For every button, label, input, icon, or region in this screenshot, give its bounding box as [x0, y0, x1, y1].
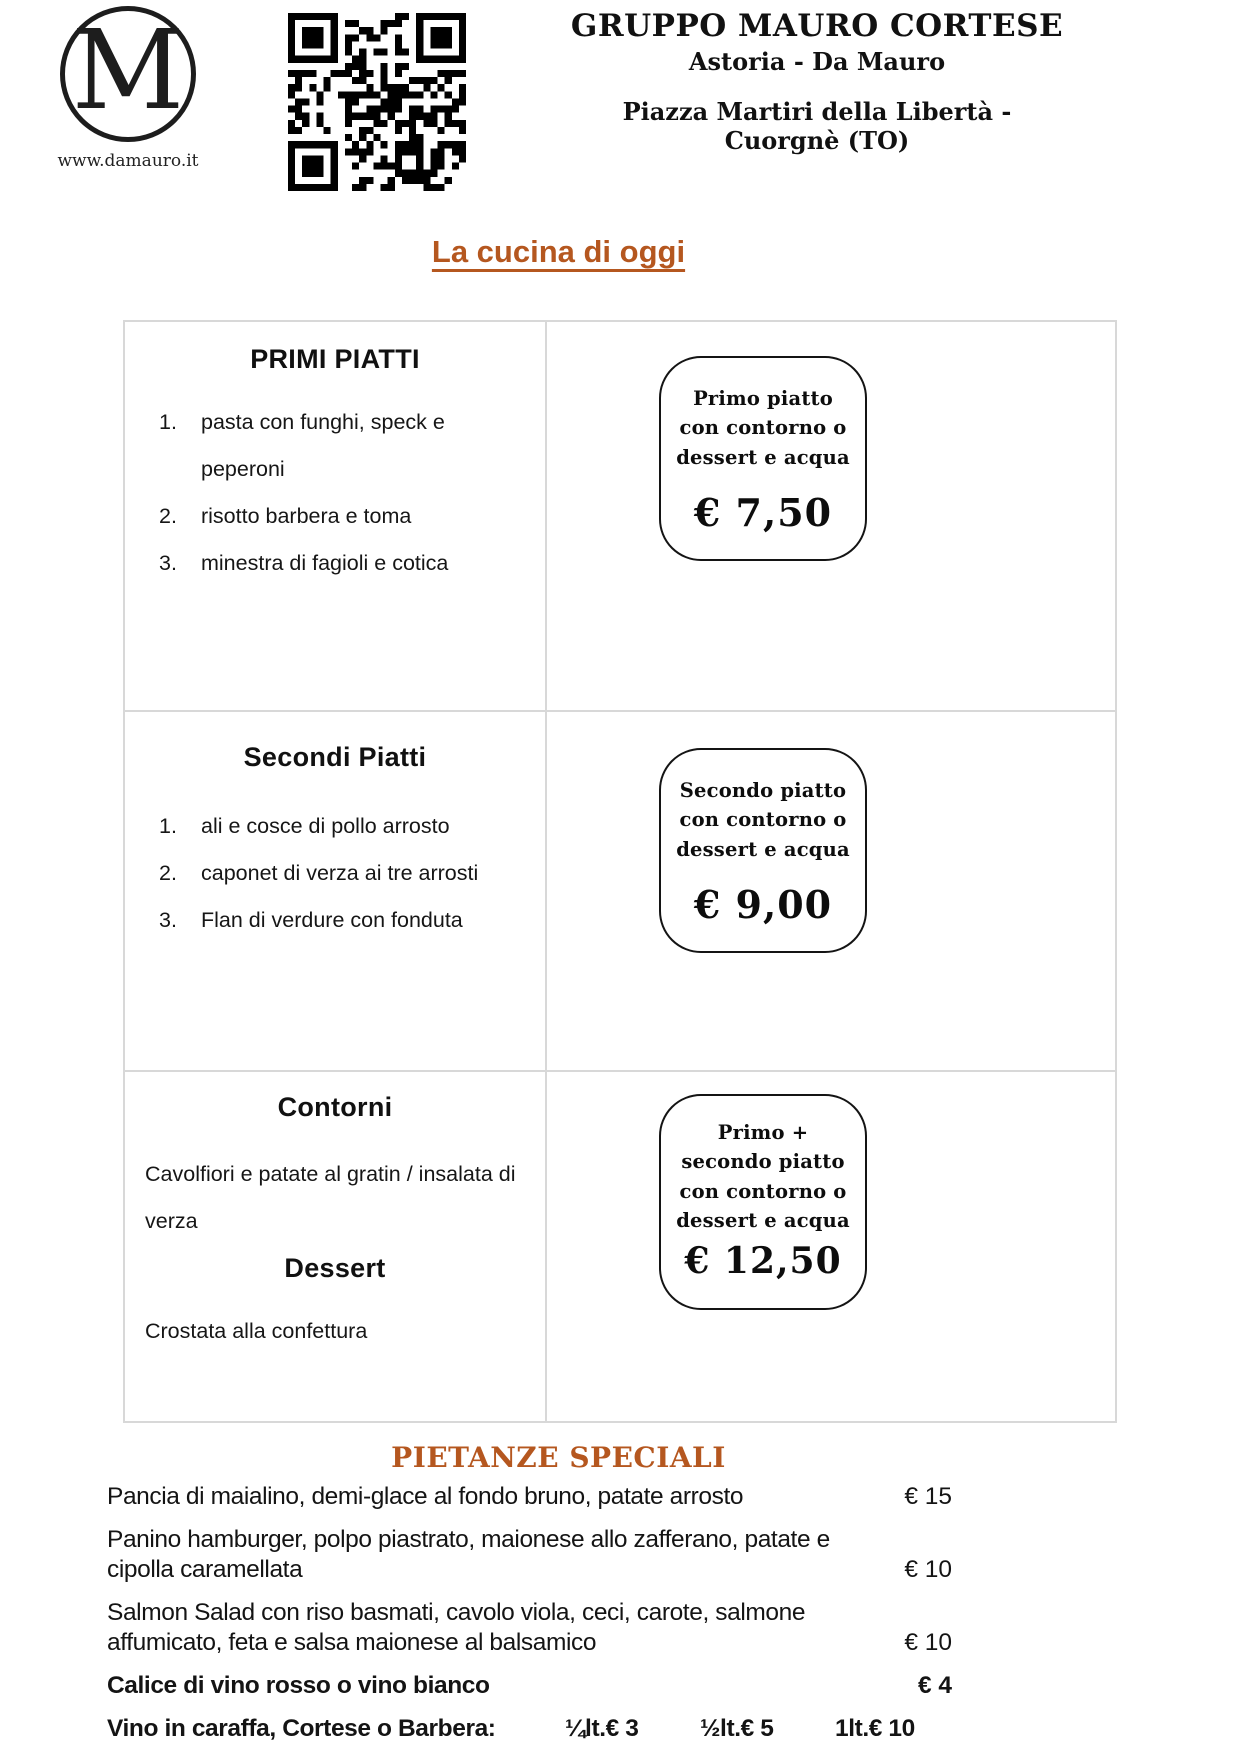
offer-price: € 7,50	[693, 489, 833, 535]
address-line-2: Cuorgnè (TO)	[724, 126, 910, 155]
website-url: www.damauro.it	[57, 151, 199, 171]
offer-line: dessert e acqua	[676, 445, 850, 469]
wine-label: Vino in caraffa, Cortese o Barbera:	[107, 1715, 496, 1742]
offer-line: con contorno o	[679, 416, 847, 440]
group-title: GRUPPO MAURO CORTESE	[570, 8, 1064, 44]
menu-item: ali e cosce di pollo arrosto	[201, 814, 450, 838]
menu-item: pasta con funghi, speck e peperoni	[201, 410, 445, 481]
logo-circle-icon	[60, 6, 196, 142]
offer-line: Primo +	[717, 1121, 809, 1144]
menu-item: Flan di verdure con fonduta	[201, 908, 463, 932]
combo-offer-box	[659, 1094, 867, 1310]
dessert-text: Crostata alla confettura	[145, 1319, 368, 1343]
dessert-heading: Dessert	[284, 1253, 386, 1283]
offer-line: Secondo piatto	[679, 779, 847, 802]
wine-half-litre: ½lt.€ 5	[700, 1715, 774, 1742]
special-item	[107, 1598, 952, 1658]
primi-piatti-heading: PRIMI PIATTI	[250, 344, 420, 374]
offer-line: secondo piatto	[681, 1150, 845, 1174]
special-price: € 15	[904, 1483, 952, 1510]
primi-piatti-list	[145, 399, 525, 587]
offer-line: dessert e acqua	[676, 837, 850, 861]
offer-line: con contorno o	[679, 808, 847, 832]
special-name: Calice di vino rosso o vino bianco	[107, 1672, 490, 1699]
primo-offer-box	[659, 356, 867, 561]
special-item	[107, 1482, 952, 1512]
special-price: € 10	[904, 1629, 952, 1656]
primi-piatti-cell	[125, 322, 547, 712]
wine-carafe-line	[107, 1714, 952, 1744]
special-item	[107, 1525, 952, 1585]
offer-line: dessert e acqua	[676, 1208, 850, 1232]
secondo-offer-box	[659, 748, 867, 953]
offer-price: € 9,00	[693, 881, 833, 927]
qr-code-icon	[288, 8, 466, 196]
brand-logo	[55, 6, 201, 171]
contorni-heading: Contorni	[277, 1092, 393, 1122]
secondi-piatti-list	[145, 803, 525, 944]
combo-offer-cell	[547, 1072, 1115, 1421]
special-name: Panino hamburger, polpo piastrato, maionese allo zafferano, patate e cipolla caramellata	[107, 1526, 830, 1583]
contorni-text: Cavolfiori e patate al gratin / insalata di verza	[145, 1162, 516, 1233]
special-price: € 4	[917, 1672, 952, 1699]
offer-line: Primo piatto	[693, 387, 833, 410]
page-title: La cucina di oggi	[431, 234, 686, 269]
contorni-dessert-cell	[125, 1072, 547, 1421]
menu-item: caponet di verza ai tre arrosti	[201, 861, 479, 885]
special-price: € 10	[904, 1556, 952, 1583]
offer-price: € 12,50	[684, 1240, 842, 1282]
logo-letter: M	[71, 6, 185, 134]
daily-menu-table	[123, 320, 1117, 1423]
restaurant-name: Astoria - Da Mauro	[688, 47, 946, 76]
special-name: Salmon Salad con riso basmati, cavolo viola, ceci, carote, salmone affumicato, feta e salsa maionese al balsamico	[107, 1599, 806, 1656]
wine-quarter-litre: ¼lt.€ 3	[565, 1715, 639, 1742]
secondi-offer-cell	[547, 712, 1115, 1072]
special-item	[107, 1671, 952, 1701]
specials-list	[107, 1482, 952, 1744]
specials-title: PIETANZE SPECIALI	[391, 1441, 726, 1474]
address-line-1: Piazza Martiri della Libertà -	[622, 97, 1012, 126]
menu-item: minestra di fagioli e cotica	[201, 551, 449, 575]
offer-line: con contorno o	[679, 1179, 847, 1203]
secondi-piatti-cell	[125, 712, 547, 1072]
secondi-piatti-heading: Secondi Piatti	[243, 742, 427, 772]
wine-one-litre: 1lt.€ 10	[835, 1715, 915, 1742]
header-text-block	[570, 8, 1064, 155]
menu-item: risotto barbera e toma	[201, 504, 412, 528]
primi-offer-cell	[547, 322, 1115, 712]
special-name: Pancia di maialino, demi-glace al fondo bruno, patate arrosto	[107, 1483, 744, 1510]
